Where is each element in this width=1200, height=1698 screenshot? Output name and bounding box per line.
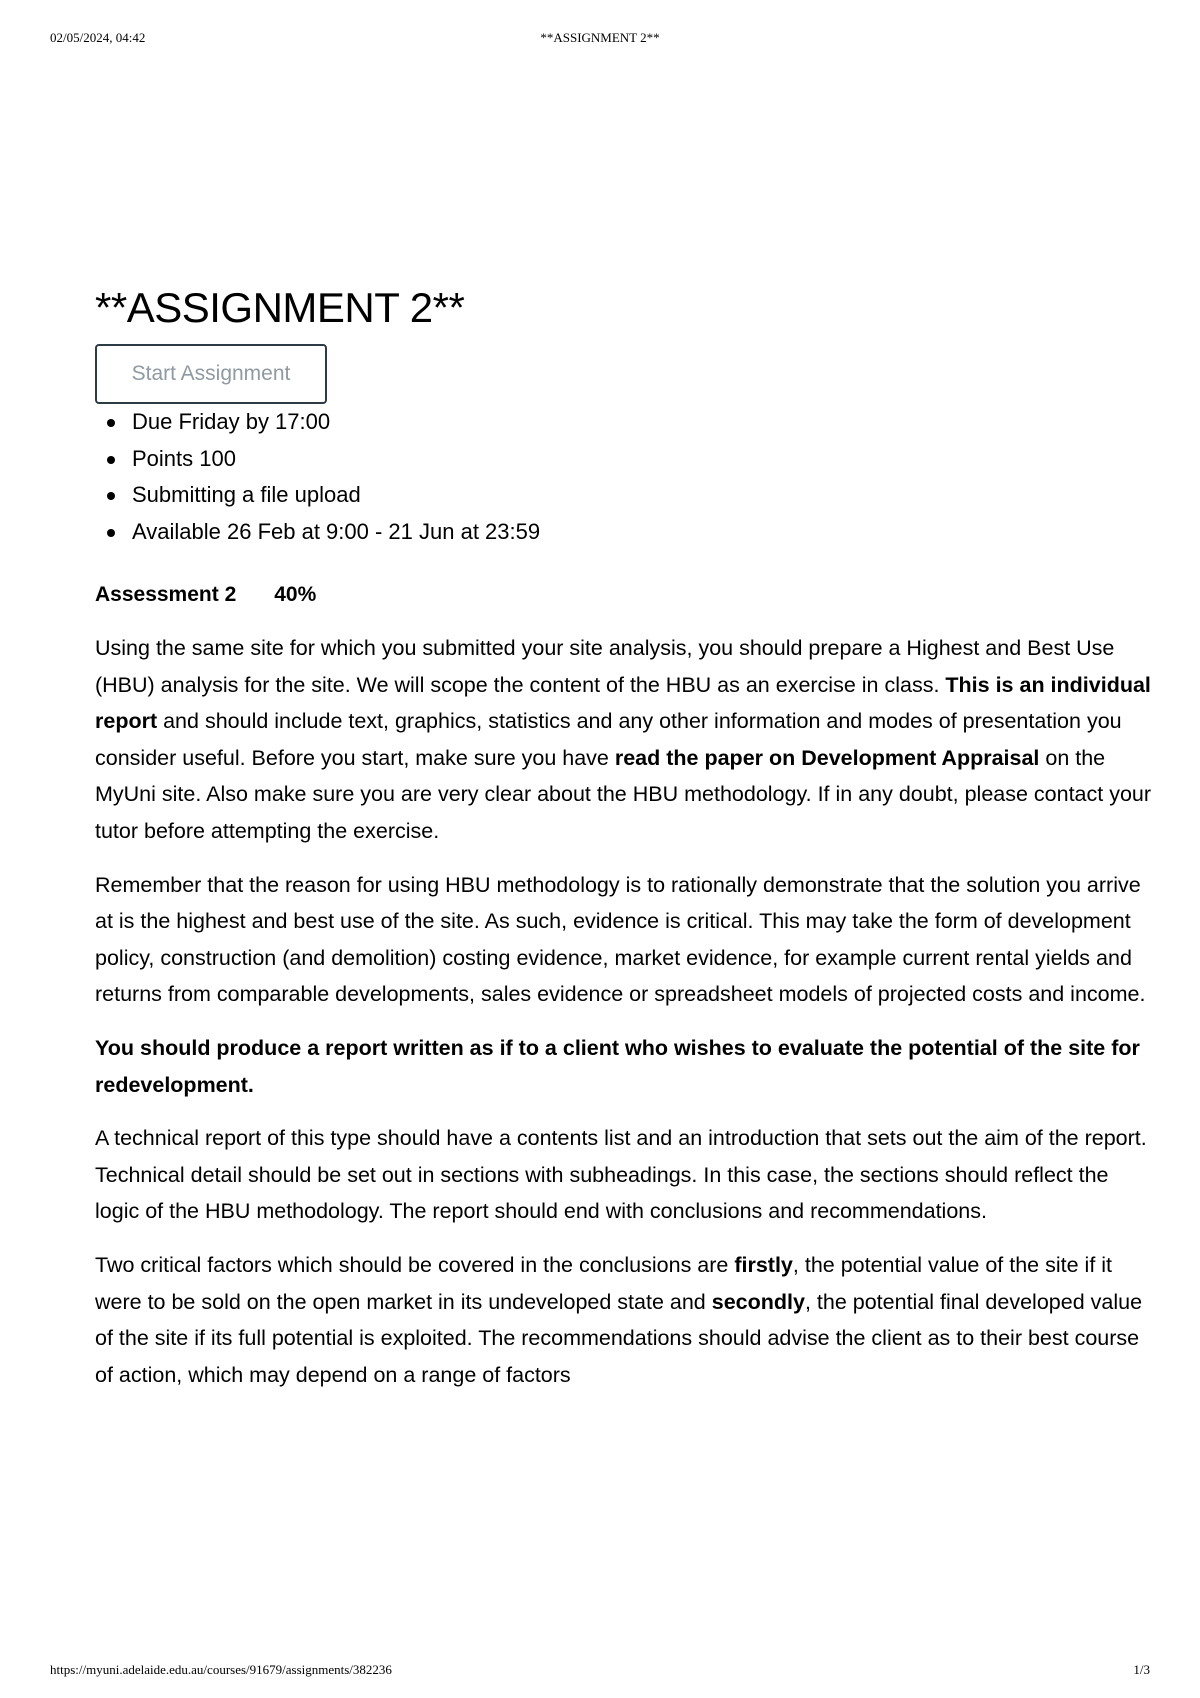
print-footer [50,1662,1150,1682]
p1-bold-1: This is an individual report [95,672,1151,734]
p5-text-3: , the potential final developed value of the site if its full potential is exploited. The recommendations should advise the client as to their best course of action, which may depend on a range of factors [95,1289,1143,1387]
p3-bold: You should produce a report written as if to a client who wishes to evaluate the potential of the site for redevelopment. [95,1035,1140,1097]
p1-text-1: Using the same site for which you submitted your site analysis, you should prepare a Highest and Best Use (HBU) analysis for the site. We will scope the content of the HBU as an exercise in class. [95,636,1115,697]
print-header [50,30,1150,50]
description-paragraph-4: A technical report of this type should have a contents list and an introduction that sets out the aim of the report. Technical detail should be set out in sections with subheadings. In this case, the sections should reflect the logic of the HBU methodology. The report should end with conclusions and recommendations. [95,1126,1147,1224]
description-paragraph-3 [95,1030,1153,1103]
points: Points 100 [132,441,1153,478]
print-url: https://myuni.adelaide.edu.au/courses/91679/assignments/382236 [50,1662,392,1677]
description-paragraph-2: Remember that the reason for using HBU methodology is to rationally demonstrate that the solution you arrive at is the highest and best use of the site. As such, evidence is critical. This may take the form of development policy, construction (and demolition) costing evidence, market evidence, for example current rental yields and returns from comparable developments, sales evidence or spreadsheet models of projected costs and income. [95,872,1146,1007]
description-paragraph-5 [95,1247,1153,1393]
p5-bold-1: firstly [734,1252,793,1277]
description-paragraph-1 [95,630,1153,850]
print-document-title: **ASSIGNMENT 2** [540,30,660,45]
p1-text-3: on the MyUni site. Also make sure you are very clear about the HBU methodology. If in any doubt, please contact your tutor before attempting the exercise. [95,745,1152,843]
p1-bold-2: read the paper on Development Appraisal [614,745,1040,770]
assignment-details-list [95,404,1153,550]
print-datetime: 02/05/2024, 04:42 [50,30,146,45]
due-date: Due Friday by 17:00 [132,404,1153,441]
assessment-weight: 40% [274,583,317,606]
p5-bold-2: secondly [711,1289,805,1314]
assessment-heading [95,577,1153,613]
start-assignment-button[interactable]: Start Assignment [95,344,327,404]
assessment-label: Assessment 2 [95,583,237,606]
p5-text-1: Two critical factors which should be covered in the conclusions are [95,1252,735,1277]
submission-type: Submitting a file upload [132,477,1153,514]
availability: Available 26 Feb at 9:00 - 21 Jun at 23:59 [132,514,1153,551]
print-page-number: 1/3 [1133,1662,1150,1677]
assignment-content [95,280,1153,1393]
p1-text-2: and should include text, graphics, statistics and any other information and modes of presentation you consider useful. Before you start, make sure you have [95,709,1122,770]
page-title: **ASSIGNMENT 2** [95,284,465,331]
p5-text-2: , the potential value of the site if it were to be sold on the open market in its undeveloped state and [95,1252,1113,1314]
